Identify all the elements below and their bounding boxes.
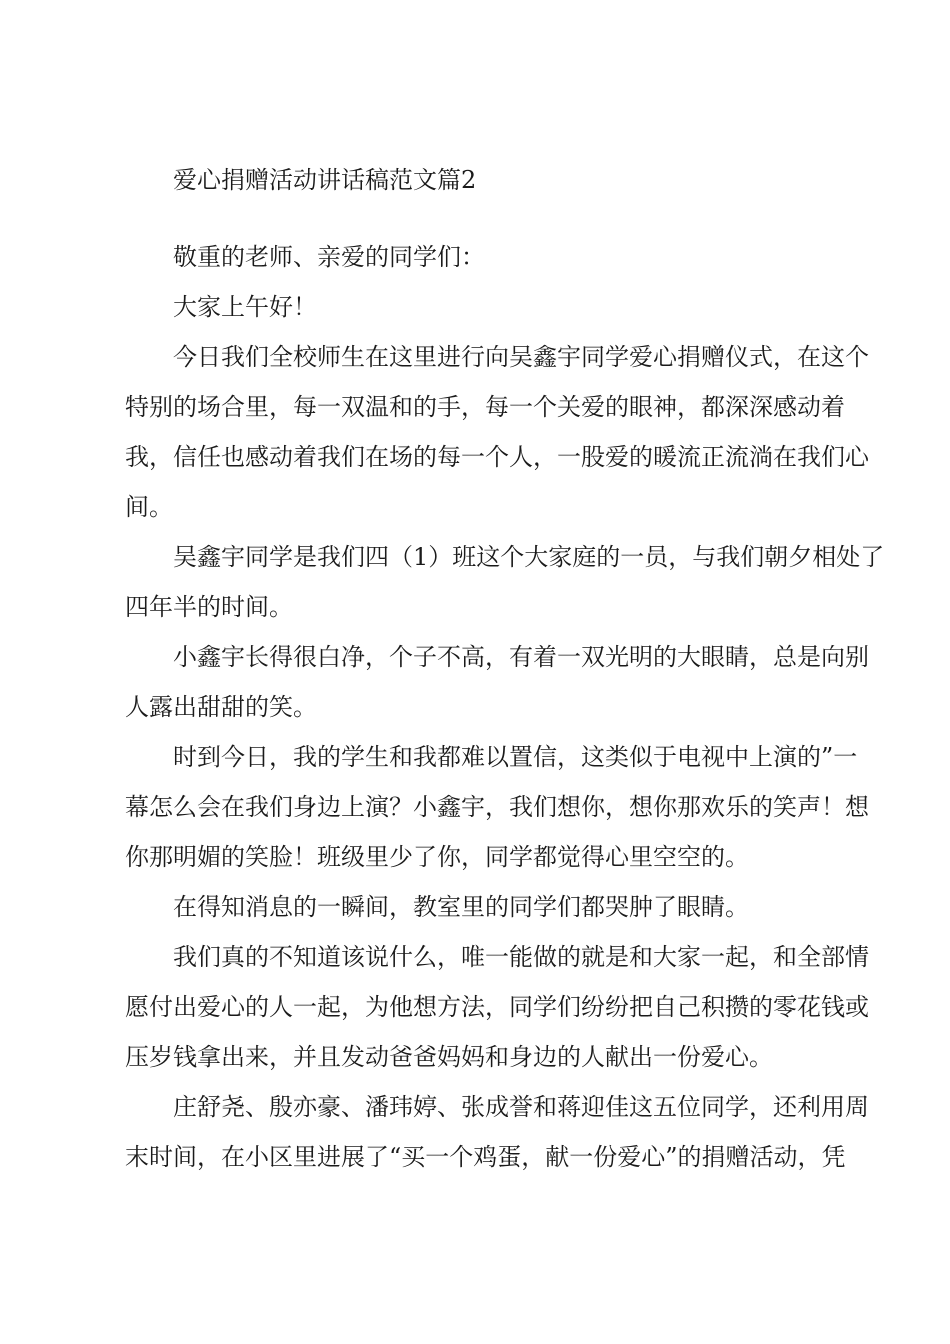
paragraph-line: 在得知消息的一瞬间，教室里的同学们都哭肿了眼睛。 [173, 893, 749, 921]
paragraph-line: 间。 [125, 493, 173, 521]
paragraph-line: 幕怎么会在我们身边上演？小鑫宇，我们想你，想你那欢乐的笑声！想 [125, 793, 869, 821]
paragraph-line: 时到今日，我的学生和我都难以置信，这类似于电视中上演的”一 [173, 743, 858, 771]
paragraph-line: 四年半的时间。 [125, 593, 293, 621]
paragraph-line: 今日我们全校师生在这里进行向吴鑫宇同学爱心捐赠仪式，在这个 [173, 343, 869, 371]
paragraph-line: 我们真的不知道该说什么，唯一能做的就是和大家一起，和全部情 [173, 943, 869, 971]
paragraph-line: 庄舒尧、殷亦豪、潘玮婷、张成誉和蒋迎佳这五位同学，还利用周 [173, 1093, 869, 1121]
paragraph-line: 人露出甜甜的笑。 [125, 693, 317, 721]
paragraph-line: 愿付出爱心的人一起，为他想方法，同学们纷纷把自己积攒的零花钱或 [125, 993, 869, 1021]
document-title: 爱心捐赠活动讲话稿范文篇2 [173, 166, 477, 194]
greeting: 大家上午好！ [173, 293, 317, 321]
paragraph-line: 你那明媚的笑脸！班级里少了你，同学都觉得心里空空的。 [125, 843, 749, 871]
paragraph-line: 小鑫宇长得很白净，个子不高，有着一双光明的大眼睛，总是向别 [173, 643, 869, 671]
paragraph-line: 特别的场合里，每一双温和的手，每一个关爱的眼神，都深深感动着 [125, 393, 845, 421]
paragraph-line: 吴鑫宇同学是我们四（1）班这个大家庭的一员，与我们朝夕相处了 [173, 543, 885, 571]
paragraph-line: 末时间，在小区里进展了“买一个鸡蛋，献一份爱心”的捐赠活动，凭 [125, 1143, 846, 1171]
paragraph-line: 压岁钱拿出来，并且发动爸爸妈妈和身边的人献出一份爱心。 [125, 1043, 773, 1071]
salutation: 敬重的老师、亲爱的同学们： [173, 243, 485, 271]
paragraph-line: 我，信任也感动着我们在场的每一个人，一股爱的暖流正流淌在我们心 [125, 443, 869, 471]
